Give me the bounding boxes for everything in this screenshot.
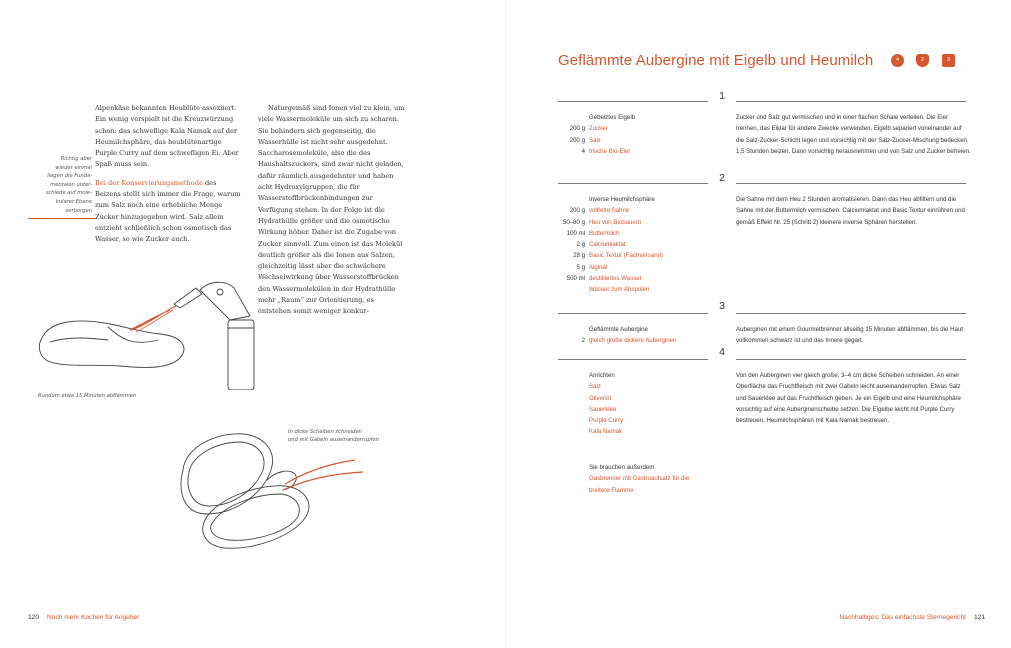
ingredient-qty: 2 g bbox=[576, 241, 585, 249]
paragraph: Alpenkäse bekannten Heublüte assoziiert. Ein wenig verspielt ist die Kreuzwürzung schon: das schweflige Kala Namak auf der Heumilchsphäre, das heublütenartige Purple Curry auf dem schwefligen Ei. Aber Spaß muss sein. bbox=[95, 104, 239, 169]
instruction-text: Die Sahne mit dem Heu 2 Stunden aromatisieren. Dann das Heu abfiltern und die Sahne mit der Buttermilch vermischen. Calciumlaktat und Basic Textur einrühren und gemäß Effekt Nr. 25 (Schritt 2) kleinere inverse Sphären herstellen. bbox=[736, 196, 965, 226]
cost-badge: 3 bbox=[942, 54, 955, 67]
ingredient-row bbox=[558, 228, 718, 239]
step-rule-left bbox=[558, 183, 708, 184]
instruction-text: Auberginen mit einem Gourmetbrenner allseitig 15 Minuten abflämmen, bis die Haut vollkommen schwarz ist und das Innere gegart. bbox=[736, 326, 963, 345]
ingredient-name[interactable]: Salz bbox=[589, 136, 601, 144]
ingredient-header: Gebeiztes Eigelb bbox=[589, 114, 636, 121]
left-text-column-2 bbox=[258, 103, 408, 318]
ingredient-list bbox=[558, 370, 718, 438]
ingredient-name[interactable]: Purple Curry bbox=[589, 417, 624, 425]
right-page bbox=[506, 0, 1011, 648]
ingredient-row bbox=[558, 135, 718, 146]
caption-line: In dicke Scheiben schneiden bbox=[288, 429, 362, 435]
chapter-title: Nachhaltiges: Das einfachste Sternegericht bbox=[839, 614, 966, 621]
note-line: liegen die Funda- bbox=[47, 173, 92, 180]
ingredient-row bbox=[558, 250, 718, 261]
step-rule-right bbox=[736, 359, 966, 360]
step-rule-left bbox=[558, 313, 708, 314]
ingredient-list bbox=[558, 194, 718, 296]
ingredient-row bbox=[558, 404, 718, 415]
ingredient-qty: 500 ml bbox=[566, 275, 585, 283]
step-instructions bbox=[736, 194, 971, 228]
note-line: verborgen bbox=[65, 207, 92, 214]
step-number: 4 bbox=[719, 346, 725, 358]
sketch-caption bbox=[288, 428, 379, 444]
ingredient-row bbox=[558, 217, 718, 228]
ingredient-name[interactable]: Buttermilch bbox=[589, 229, 620, 237]
ingredient-row bbox=[558, 146, 718, 157]
paragraph: Naturgemäß sind Ionen viel zu klein, um viele Wassermoleküle um sich zu scharen. Sie behindern sich gegenseitig, die Wasserhülle ist nicht sehr ausgedehnt. Saccharosemoleküle, also die des Haushaltszuckers, sind zwar nicht geladen, dafür räumlich ausgedehnter und haben acht Hydroxylgruppen, die für Wasserstoffbrückenbindungen zur Verfügung stehen. In der Folge ist die Hydrathülle größer und die osmotische Wirkung höher. Daher ist die Zugabe von Zucker sinnvoll. Zum einen ist das Molekül deutlich größer als die Ionen aus Salzen, gleichzeitig lässt aber die schwächere Wechselwirkung über Wasserstoffbrücken den Wassermolekülen in der Hydrathülle mehr „Raum“ zur Orientierung, es entstehen somit weniger konkur- bbox=[258, 104, 405, 316]
ingredient-qty: 2 bbox=[581, 337, 585, 345]
equipment-row bbox=[558, 473, 718, 484]
left-page bbox=[0, 0, 505, 648]
page-number: 120 bbox=[28, 614, 40, 621]
step-number: 2 bbox=[719, 172, 725, 184]
ingredient-list bbox=[558, 112, 718, 157]
ingredient-qty: 50–80 g bbox=[562, 218, 585, 226]
ingredient-row bbox=[558, 284, 718, 295]
cross-reference-link[interactable]: Bei der Konservierungsmethode bbox=[95, 178, 203, 187]
time-badge: 2 bbox=[916, 54, 929, 67]
left-footer bbox=[28, 614, 139, 621]
step-rule-left bbox=[558, 101, 708, 102]
handwritten-margin-note bbox=[28, 155, 92, 219]
equipment-list bbox=[558, 462, 718, 496]
step-instructions bbox=[736, 370, 971, 426]
paragraph bbox=[95, 178, 243, 246]
equipment-item[interactable]: breitere Flamme bbox=[589, 486, 634, 494]
ingredient-name[interactable]: Salz bbox=[589, 383, 601, 391]
left-text-column-1 bbox=[95, 103, 243, 246]
book-title: Noch mehr Kochen für Angeber bbox=[47, 614, 140, 621]
ingredient-row bbox=[558, 273, 718, 284]
ingredient-name[interactable]: Zucker bbox=[589, 125, 608, 133]
ingredient-qty: 4 bbox=[581, 147, 585, 155]
ingredient-name[interactable]: vollfette Sahne bbox=[589, 207, 630, 215]
ingredient-header: Inverse Heumilchsphäre bbox=[589, 196, 655, 203]
ingredient-row bbox=[558, 415, 718, 426]
ingredient-name[interactable]: Wasser zum Abspülen bbox=[589, 286, 650, 294]
ingredient-qty: 200 g bbox=[569, 207, 585, 215]
note-line: kularer Ebene bbox=[55, 198, 92, 205]
ingredient-qty: 5 g bbox=[576, 263, 585, 271]
note-line: Richtig aber bbox=[60, 156, 92, 162]
step-rule-right bbox=[736, 183, 966, 184]
ingredient-name[interactable]: gleich große dickere Auberginen bbox=[589, 337, 677, 345]
ingredient-row bbox=[558, 205, 718, 216]
recipe-title: Geflämmte Aubergine mit Eigelb und Heumilch bbox=[558, 52, 874, 69]
caption-line: und mit Gabeln auseinanderrupfen bbox=[288, 437, 379, 443]
instruction-text: Zucker und Salz gut vermischen und in einer flachen Schale verteilen. Die Eier trennen, das Eiklar für andere Zwecke verwenden. Eigelb separiert voneinander auf die Salz-Zucker-Schicht legen und vorsichtig mit der Salz-Zucker-Mischung bedecken. 1,5 Stunden beizen. Dann vorsichtig herausnehmen und von Salz und Zucker befreien. bbox=[736, 114, 971, 155]
ingredient-row bbox=[558, 426, 718, 437]
ingredient-row bbox=[558, 335, 718, 346]
step-instructions bbox=[736, 324, 971, 347]
note-underline bbox=[28, 218, 96, 219]
ingredient-list bbox=[558, 324, 718, 347]
note-line: mentalen unter- bbox=[50, 181, 92, 188]
ingredient-header: Anrichten bbox=[589, 372, 615, 379]
ingredient-name[interactable]: frische Bio-Eier bbox=[589, 147, 631, 155]
ingredient-name[interactable]: destilliertes Wasser bbox=[589, 275, 642, 283]
page-number: 121 bbox=[973, 614, 985, 621]
ingredient-name[interactable]: Sauerklee bbox=[589, 405, 617, 413]
ingredient-name[interactable]: Basic Textur (Fachversand) bbox=[589, 252, 664, 260]
ingredient-row bbox=[558, 393, 718, 404]
ingredient-qty: 200 g bbox=[569, 125, 585, 133]
sketch-caption: Rundum etwa 15 Minuten abflämmen bbox=[38, 393, 137, 399]
instruction-text: Von den Auberginen vier gleich große, 3–4 cm dicke Scheiben schneiden. An einer Oberfläche das Fruchtfleisch mit zwei Gabeln leicht auseinanderrupfen. Etwas Salz und Sauerklee auf das Fruchtfleisch geben. Je ein Eigelb und eine Heumilchsphäre vorsichtig auf eine Auberginenscheibe setzen. Die Eigelbe leicht mit Purple Curry bestreuen, Heumilchsphären mit Kala Namak bestreuen. bbox=[736, 372, 961, 425]
ingredient-row bbox=[558, 123, 718, 134]
ingredient-qty: 200 g bbox=[569, 136, 585, 144]
paragraph-text: des Beizens stellt sich immer die Frage, warum zum Salz noch eine erhebliche Menge Zucker hinzugegeben wird. Salz allein entzieht schließlich schon osmotisch das Wasser, so wie Zucker auch. bbox=[95, 178, 241, 244]
step-rule-right bbox=[736, 101, 966, 102]
ingredient-row bbox=[558, 262, 718, 273]
ingredient-name[interactable]: Alginat bbox=[589, 263, 608, 271]
ingredient-row bbox=[558, 239, 718, 250]
difficulty-badge: 4 bbox=[891, 54, 904, 67]
ingredient-row bbox=[558, 381, 718, 392]
equipment-header: Sie brauchen außerdem bbox=[589, 464, 655, 471]
ingredient-qty: 28 g bbox=[573, 252, 585, 260]
sketch-burner-eggplant bbox=[30, 280, 280, 390]
ingredient-qty: 100 ml bbox=[566, 229, 585, 237]
step-number: 1 bbox=[719, 90, 725, 102]
equipment-row bbox=[558, 485, 718, 496]
step-instructions bbox=[736, 112, 971, 157]
note-line: wieder einmal bbox=[55, 164, 92, 171]
ingredient-name[interactable]: Heu von Biobauern bbox=[589, 218, 642, 226]
note-line: schiede auf mole- bbox=[45, 190, 92, 197]
step-rule-right bbox=[736, 313, 966, 314]
ingredient-header: Geflämmte Aubergine bbox=[589, 326, 648, 333]
step-rule-left bbox=[558, 359, 708, 360]
equipment-item[interactable]: Gasbrenner mit Gastroaufsatz für die bbox=[589, 475, 690, 483]
right-footer bbox=[840, 614, 985, 621]
ingredient-name[interactable]: Kala Namak bbox=[589, 428, 623, 436]
step-number: 3 bbox=[719, 300, 725, 312]
ingredient-name[interactable]: Olivenöl bbox=[589, 394, 612, 402]
ingredient-name[interactable]: Calciumlaktat bbox=[589, 241, 626, 249]
